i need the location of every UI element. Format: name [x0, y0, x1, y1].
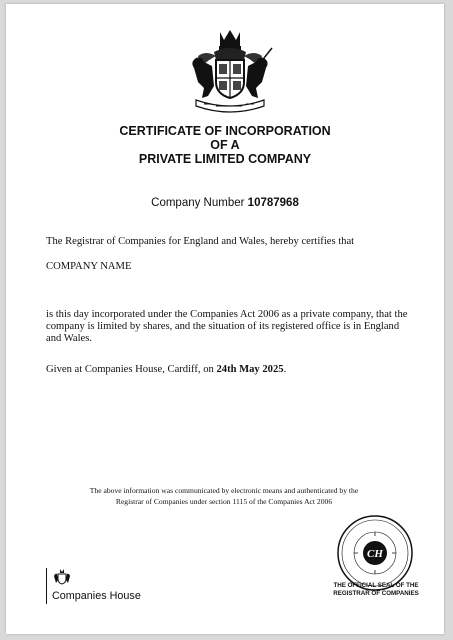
company-number-value: 10787968 — [247, 197, 299, 209]
logo-divider — [46, 568, 47, 604]
given-at-statement — [46, 364, 416, 376]
seal-caption-line-2: REGISTRAR OF COMPANIES — [333, 589, 419, 597]
certificate-title — [6, 124, 444, 166]
title-line-2: OF A — [210, 138, 240, 152]
companies-house-logo — [46, 566, 166, 606]
given-at-text: Given at Companies House, Cardiff, on — [46, 364, 214, 375]
company-number-label: Company Number — [151, 197, 245, 209]
incorporation-statement: is this day incorporated under the Companies Act 2006 as a private company, that the company is limited by shares, and the situation of its registered office is in England and Wales. — [46, 309, 408, 344]
certificate-page — [6, 4, 444, 634]
registrar-certifies-text: The Registrar of Companies for England and Wales, hereby certifies that — [46, 236, 355, 247]
seal-caption — [324, 582, 428, 597]
authentication-note — [46, 485, 402, 507]
mini-crest-icon — [53, 568, 71, 586]
companies-house-name: Companies House — [52, 590, 141, 602]
svg-text:CH: CH — [367, 548, 383, 560]
title-line-3: PRIVATE LIMITED COMPANY — [138, 152, 312, 166]
title-line-1: CERTIFICATE OF INCORPORATION — [119, 124, 331, 138]
royal-coat-of-arms-icon — [184, 26, 276, 114]
registrar-seal-icon — [336, 514, 414, 592]
given-end: . — [283, 364, 287, 375]
seal-caption-line-1: THE OFFICIAL SEAL OF THE — [333, 582, 419, 589]
authentication-note-line-2: Registrar of Companies under section 1115 of the Companies Act 2006 — [115, 497, 333, 506]
authentication-note-line-1: The above information was communicated by electronic means and authenticated by the — [89, 486, 359, 495]
given-date: 24th May 2025 — [216, 364, 284, 375]
company-name: COMPANY NAME — [46, 261, 132, 272]
company-number-line — [6, 197, 444, 209]
